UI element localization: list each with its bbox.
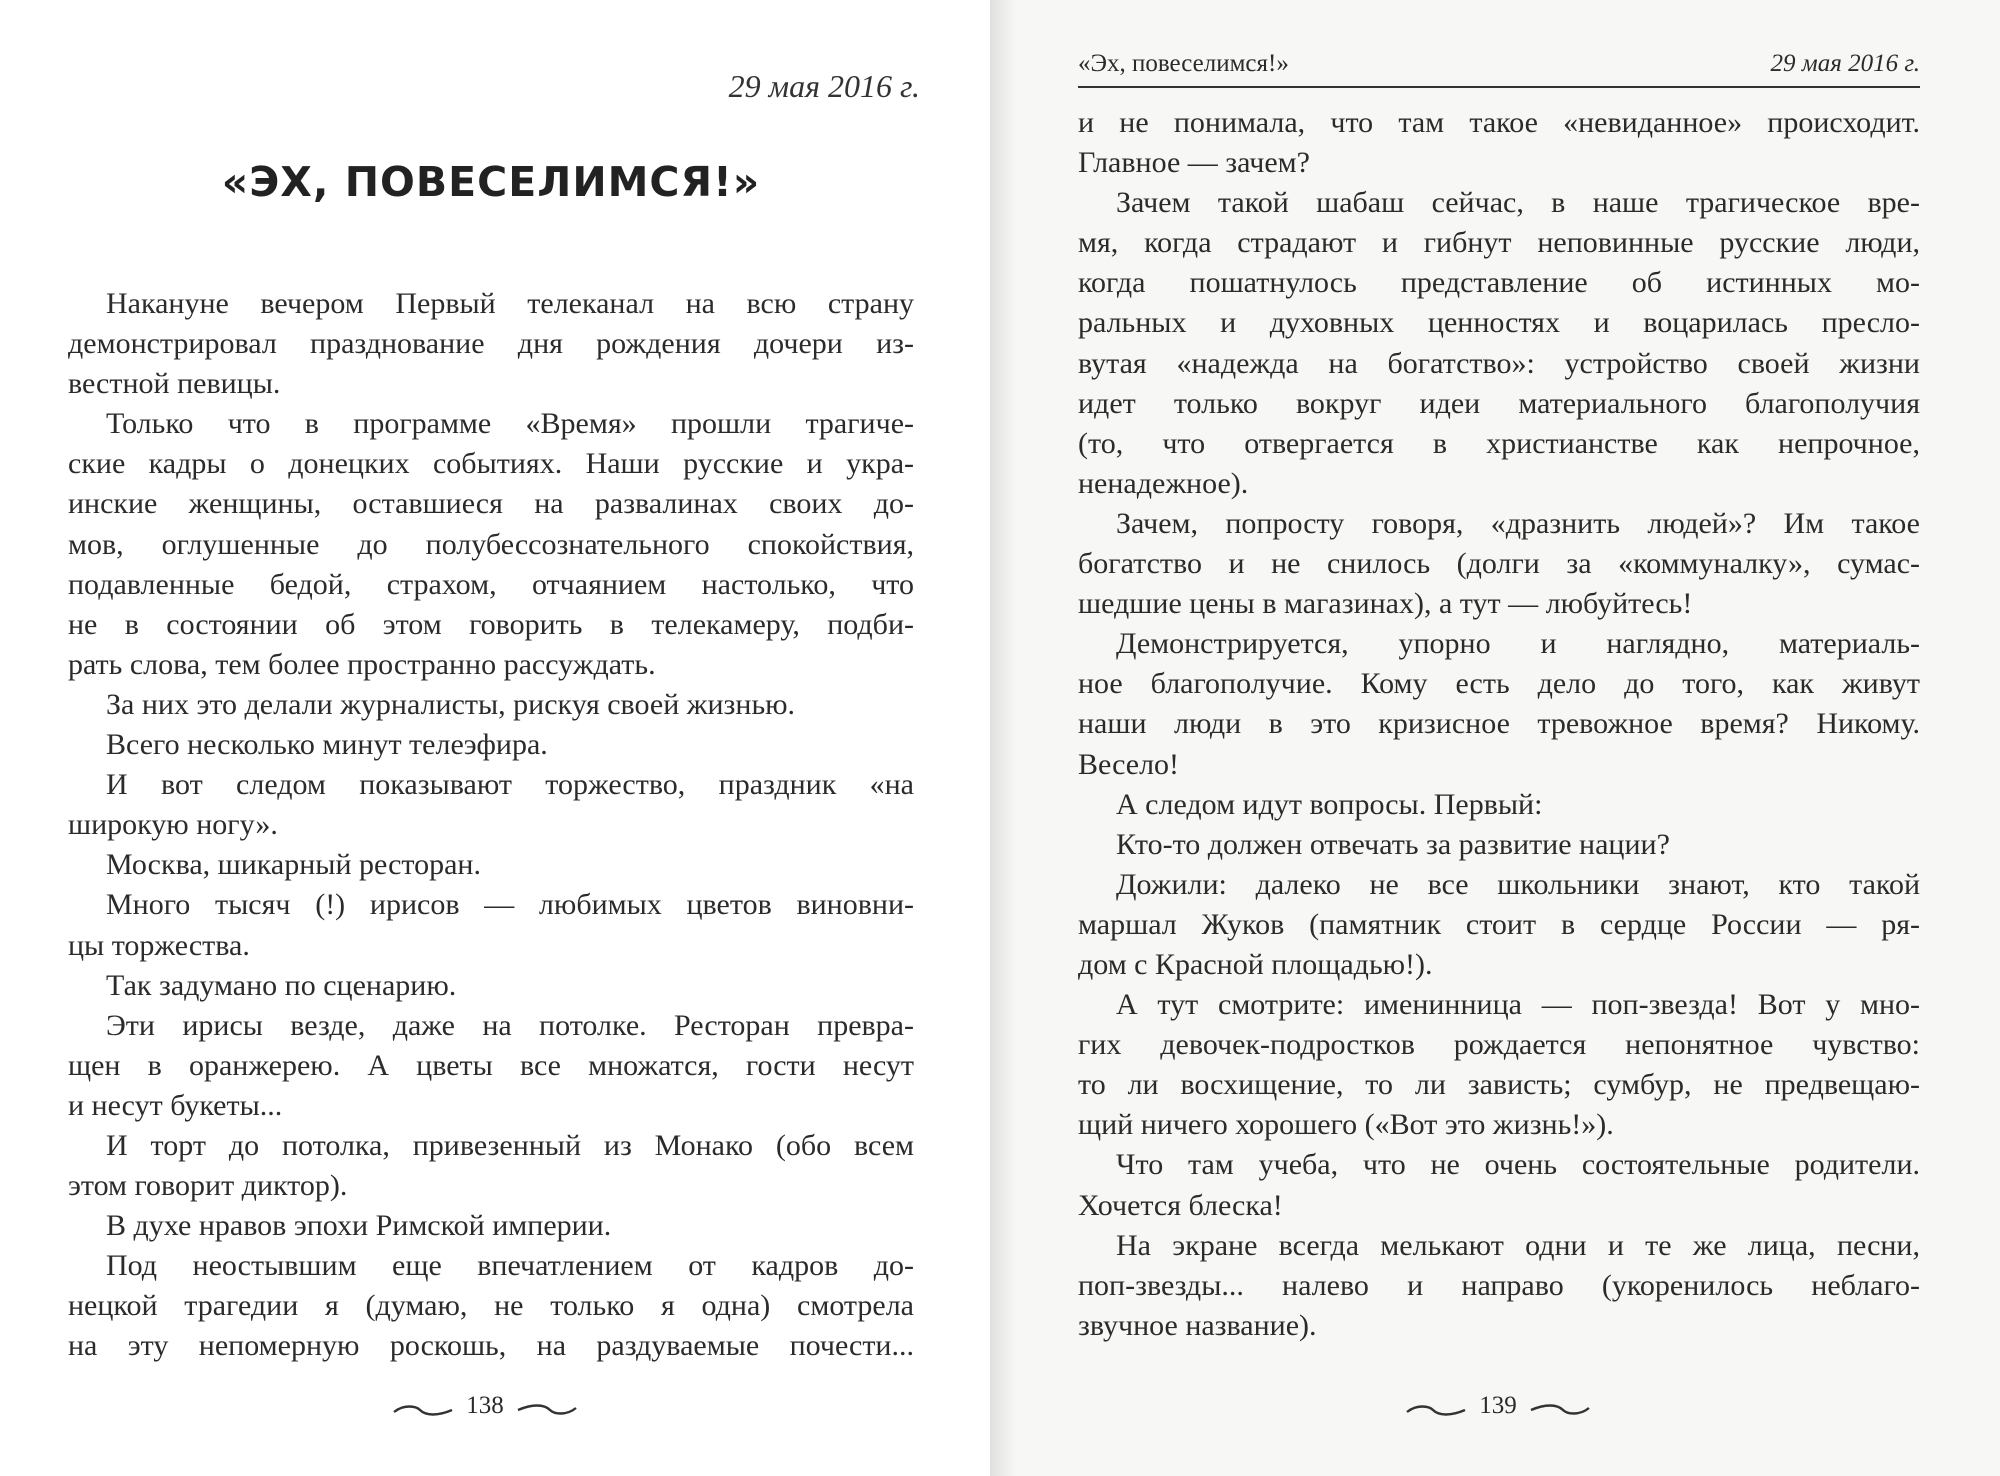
text-line: инские женщины, оставшиеся на развалинах своих до-	[68, 487, 914, 521]
text-line: Демонстрируется, упорно и наглядно, материаль-	[1116, 627, 1920, 661]
text-line: Главное — зачем?	[1078, 146, 1310, 180]
text-line: нецкой трагедии я (думаю, не только я одна) смотрела	[68, 1289, 914, 1323]
text-line: идет только вокруг идеи материального благополучия	[1078, 386, 1920, 420]
text-line: Так задумано по сценарию.	[106, 968, 457, 1002]
text-line: цы торжества.	[68, 928, 250, 962]
text-line: на эту непомерную роскошь, на раздуваемые почести...	[68, 1329, 914, 1363]
text-line: поп-звезды... налево и направо (укоренилось неблаго-	[1078, 1268, 1920, 1302]
text-line: ские кадры о донецких событиях. Наши русские и укра-	[68, 447, 914, 481]
text-line: рать слова, тем более пространно рассуждать.	[68, 647, 656, 681]
chapter-date: 29 мая 2016 г.	[728, 68, 920, 104]
running-head-title: «Эх, повеселимся!»	[1078, 50, 1289, 77]
text-line: шедшие цены в магазинах), а тут — любуйтесь!	[1078, 587, 1693, 621]
text-line: то ли восхищение, то ли зависть; сумбур, не предвещаю-	[1078, 1068, 1920, 1102]
text-line: Накануне вечером Первый телеканал на всю страну	[106, 287, 914, 320]
text-line: Много тысяч (!) ирисов — любимых цветов виновни-	[106, 888, 914, 922]
text-line: наши люди в это кризисное тревожное время? Никому.	[1078, 707, 1920, 741]
text-line: дом с Красной площадью!).	[1078, 947, 1433, 981]
text-line: Дожили: далеко не все школьники знают, кто такой	[1116, 867, 1920, 901]
text-line: Всего несколько минут телеэфира.	[106, 728, 548, 762]
text-line: щен в оранжерею. А цветы все множатся, гости несут	[68, 1048, 914, 1082]
text-line: Только что в программе «Время» прошли трагиче-	[106, 407, 914, 441]
text-line: маршал Жуков (памятник стоит в сердце России — ря-	[1078, 907, 1920, 941]
text-line: не в состоянии об этом говорить в телекамеру, подби-	[68, 607, 914, 641]
text-line: (то, что отвергается в христианстве как непрочное,	[1078, 426, 1920, 460]
chapter-title: «ЭХ, ПОВЕСЕЛИМСЯ!»	[221, 158, 761, 206]
text-line: А следом идут вопросы. Первый:	[1116, 787, 1543, 821]
text-line: когда пошатнулось представление об истинных мо-	[1078, 266, 1920, 300]
text-line: широкую ногу».	[68, 808, 278, 842]
page-number: 138	[466, 1392, 504, 1419]
text-line: Зачем такой шабаш сейчас, в наше трагическое вре-	[1116, 186, 1920, 220]
running-head-date: 29 мая 2016 г.	[1770, 50, 1920, 77]
text-line: И торт до потолка, привезенный из Монако (обо всем	[106, 1128, 914, 1162]
text-line: Кто-то должен отвечать за развитие нации?	[1116, 827, 1670, 861]
text-line: мя, когда страдают и гибнут неповинные русские люди,	[1078, 226, 1920, 260]
text-line: и не понимала, что там такое «невиданное» происходит.	[1078, 106, 1920, 139]
text-line: звучное название).	[1078, 1308, 1317, 1342]
gutter-shadow	[990, 0, 1016, 1476]
text-line: этом говорит диктор).	[68, 1169, 348, 1203]
text-line: гих девочек-подростков рождается непонятное чувство:	[1078, 1028, 1920, 1062]
text-line: А тут смотрите: именинница — поп-звезда! Вот у мно-	[1116, 988, 1920, 1022]
text-line: и несут букеты...	[68, 1088, 283, 1122]
text-line: мов, оглушенные до полубессознательного спокойствия,	[68, 527, 914, 561]
page-number-right	[1403, 1390, 1593, 1430]
text-line: Хочется блеска!	[1078, 1188, 1283, 1222]
text-line: Что там учеба, что не очень состоятельные родители.	[1116, 1148, 1920, 1182]
page-number: 139	[1479, 1392, 1517, 1419]
text-line: Эти ирисы везде, даже на потолке. Ресторан превра-	[106, 1008, 914, 1042]
text-line: вутая «надежда на богатство»: устройство своей жизни	[1078, 346, 1920, 380]
text-line: ральных и духовных ценностях и воцарилась пресло-	[1078, 306, 1920, 340]
text-line: За них это делали журналисты, рискуя своей жизнью.	[106, 687, 796, 721]
right-body-text	[1078, 103, 1920, 1346]
text-line: Под неостывшим еще впечатлением от кадров до-	[106, 1249, 914, 1283]
text-line: ное благополучие. Кому есть дело до того, как живут	[1078, 667, 1920, 701]
text-line: ненадежное).	[1078, 466, 1249, 500]
text-line: Весело!	[1078, 747, 1180, 781]
page-number-left	[390, 1390, 580, 1430]
text-line: щий ничего хорошего («Вот это жизнь!»).	[1078, 1108, 1614, 1142]
text-line: вестной певицы.	[68, 367, 281, 401]
text-line: И вот следом показывают торжество, праздник «на	[106, 768, 914, 802]
text-line: богатство и не снилось (долги за «коммуналку», сумас-	[1078, 547, 1920, 581]
left-body-text	[68, 284, 914, 1367]
text-line: Москва, шикарный ресторан.	[106, 848, 481, 882]
text-line: На экране всегда мелькают одни и те же лица, песни,	[1116, 1228, 1920, 1262]
text-line: демонстрировал празднование дня рождения дочери из-	[68, 327, 914, 361]
text-line: подавленные бедой, страхом, отчаянием настолько, что	[68, 567, 914, 601]
running-head	[1078, 46, 1920, 88]
text-line: В духе нравов эпохи Римской империи.	[106, 1209, 612, 1243]
text-line: Зачем, попросту говоря, «дразнить людей»? Им такое	[1116, 506, 1920, 540]
